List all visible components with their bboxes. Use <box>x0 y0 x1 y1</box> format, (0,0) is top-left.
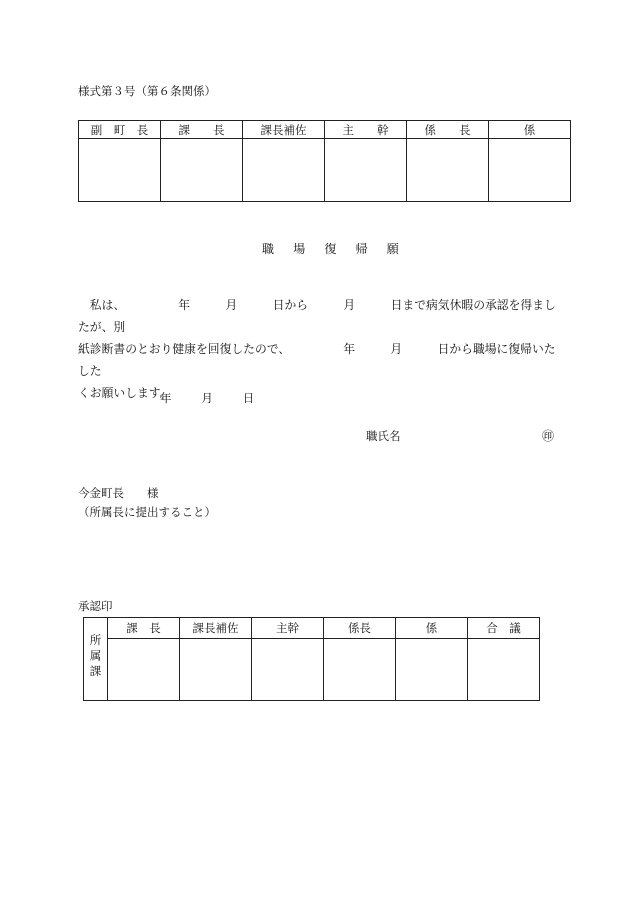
seal-cell <box>325 139 407 202</box>
header-subsection-chief: 係長 <box>324 618 396 639</box>
header-deputy-mayor: 副 町 長 <box>79 121 161 139</box>
approval-table-top <box>78 120 571 202</box>
approval-table-bottom <box>83 617 540 701</box>
date-line: 年 月 日 <box>160 391 257 405</box>
seal-cell <box>180 639 252 701</box>
addressee: 今金町長 様 <box>78 486 159 500</box>
body-line-1: 私は、 年 月 日から 月 日まで病気休暇の承認を得ましたが、別 <box>78 298 556 334</box>
header-assistant-chief: 課長補佐 <box>243 121 325 139</box>
header-staff: 係 <box>489 121 571 139</box>
body-line-2: 紙診断書のとおり健康を回復したので、 年 月 日から職場に復帰いたした <box>78 342 556 378</box>
seal-cell <box>108 639 180 701</box>
seal-cell <box>468 639 540 701</box>
seal-cell <box>252 639 324 701</box>
affiliated-section-text: 所属課 <box>88 634 103 681</box>
header-staff: 係 <box>396 618 468 639</box>
affiliated-section-label <box>84 618 108 701</box>
header-consultation: 合 議 <box>468 618 540 639</box>
seal-cell <box>79 139 161 202</box>
header-chief-officer: 主幹 <box>252 618 324 639</box>
form-number: 様式第３号（第６条関係） <box>78 84 216 98</box>
header-chief-officer: 主 幹 <box>325 121 407 139</box>
header-section-chief: 課 長 <box>108 618 180 639</box>
seal-cell <box>243 139 325 202</box>
seal-cell <box>324 639 396 701</box>
seal-cell <box>396 639 468 701</box>
seal-cell <box>161 139 243 202</box>
submission-note: （所属長に提出すること） <box>78 505 216 519</box>
document-title: 職場復帰願 <box>262 242 419 256</box>
header-subsection-chief: 係 長 <box>407 121 489 139</box>
seal-cell <box>407 139 489 202</box>
approval-label: 承認印 <box>78 599 113 613</box>
request-body <box>78 294 558 404</box>
header-assistant-chief: 課長補佐 <box>180 618 252 639</box>
name-label: 職氏名 <box>366 429 401 443</box>
header-section-chief: 課 長 <box>161 121 243 139</box>
seal-mark: ㊞ <box>542 429 555 443</box>
body-line-3: くお願いします。 <box>78 386 172 400</box>
seal-cell <box>489 139 571 202</box>
